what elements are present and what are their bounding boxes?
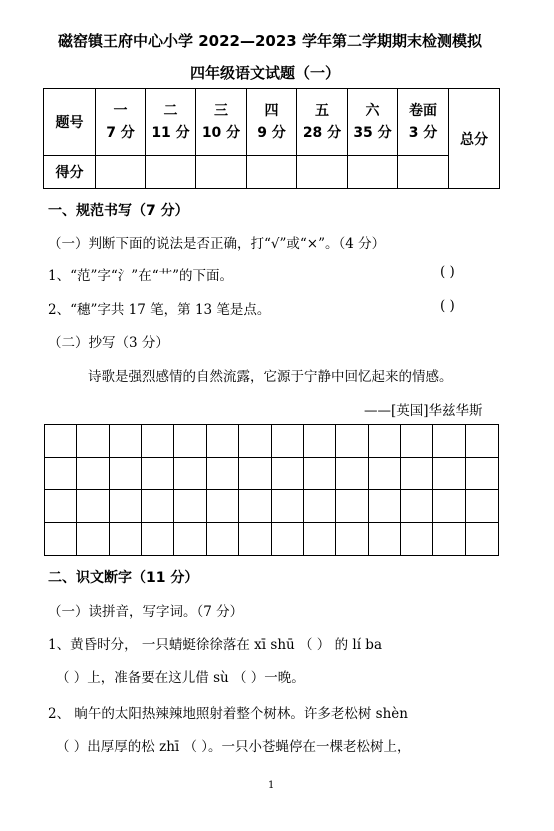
pinyin-line-1: 1、黄昏时分， 一只蜻蜓徐徐落在 xī shū （ ） 的 lí ba xyxy=(48,637,382,653)
pinyin-line-3: 2、 晌午的太阳热辣辣地照射着整个树林。许多老松树 shèn xyxy=(48,706,408,722)
score-input-cell[interactable] xyxy=(96,156,146,189)
score-input-cell[interactable] xyxy=(196,156,247,189)
section-name: 三 xyxy=(214,103,228,119)
score-input-cell[interactable] xyxy=(146,156,196,189)
score-input-cell[interactable] xyxy=(247,156,297,189)
score-table-total: 总分 xyxy=(449,89,500,189)
pinyin-line-4: （ ）出厚厚的松 zhī （ ）。一只小苍蝇停在一棵老松树上， xyxy=(56,739,411,755)
score-input-cell[interactable] xyxy=(398,156,449,189)
quote-author: ——[英国]华兹华斯 xyxy=(364,403,483,419)
score-input-cell[interactable] xyxy=(297,156,348,189)
score-input-cell[interactable] xyxy=(348,156,398,189)
section-points: 28 分 xyxy=(302,125,342,141)
section-name: 五 xyxy=(315,103,329,119)
score-table-section-cell xyxy=(348,89,398,156)
part1-sub1: （一）判断下面的说法是否正确，打“√”或“×”。（4 分） xyxy=(48,236,386,252)
section-name: 卷面 xyxy=(409,103,437,119)
score-table-score-header: 得分 xyxy=(44,156,96,189)
exam-subtitle: 四年级语文试题（一） xyxy=(190,64,341,82)
question-2: 2、“穗”字共 17 笔，第 13 笔是点。 xyxy=(48,302,271,318)
question-1: 1、“范”字“氵”在“艹”的下面。 xyxy=(48,268,233,284)
score-table-section-cell xyxy=(96,89,146,156)
score-table-section-cell xyxy=(297,89,348,156)
exam-title: 磁窑镇王府中心小学 2022—2023 学年第二学期期末检测模拟 xyxy=(58,32,482,50)
score-table-section-cell xyxy=(146,89,196,156)
section-points: 9 分 xyxy=(257,125,286,141)
section-points: 35 分 xyxy=(353,125,392,141)
section-name: 四 xyxy=(264,103,279,119)
score-table-section-cell xyxy=(196,89,247,156)
score-table-item-header: 题号 xyxy=(44,89,96,156)
part2-heading: 二、识文断字（11 分） xyxy=(48,570,199,586)
section-points: 7 分 xyxy=(106,125,135,141)
copy-writing-grid[interactable] xyxy=(44,424,499,556)
score-table-section-cell xyxy=(398,89,449,156)
pinyin-line-2: （ ）上，准备要在这儿借 sù （ ）一晚。 xyxy=(56,670,305,686)
section-name: 一 xyxy=(113,103,128,119)
answer-paren-1[interactable]: ( ) xyxy=(440,264,455,280)
section-points: 3 分 xyxy=(408,125,438,141)
section-points: 11 分 xyxy=(151,125,190,141)
part1-sub2: （二）抄写（3 分） xyxy=(48,335,169,351)
part1-heading: 一、规范书写（7 分） xyxy=(48,203,189,219)
answer-paren-2[interactable]: ( ) xyxy=(440,298,455,314)
section-name: 二 xyxy=(163,103,178,119)
section-points: 10 分 xyxy=(201,125,241,141)
score-table xyxy=(43,88,500,189)
part2-sub1: （一）读拼音，写字词。（7 分） xyxy=(48,604,244,620)
page-number: 1 xyxy=(268,780,275,791)
section-name: 六 xyxy=(365,103,380,119)
score-table-section-cell xyxy=(247,89,297,156)
copy-quote: 诗歌是强烈感情的自然流露，它源于宁静中回忆起来的情感。 xyxy=(88,369,453,385)
